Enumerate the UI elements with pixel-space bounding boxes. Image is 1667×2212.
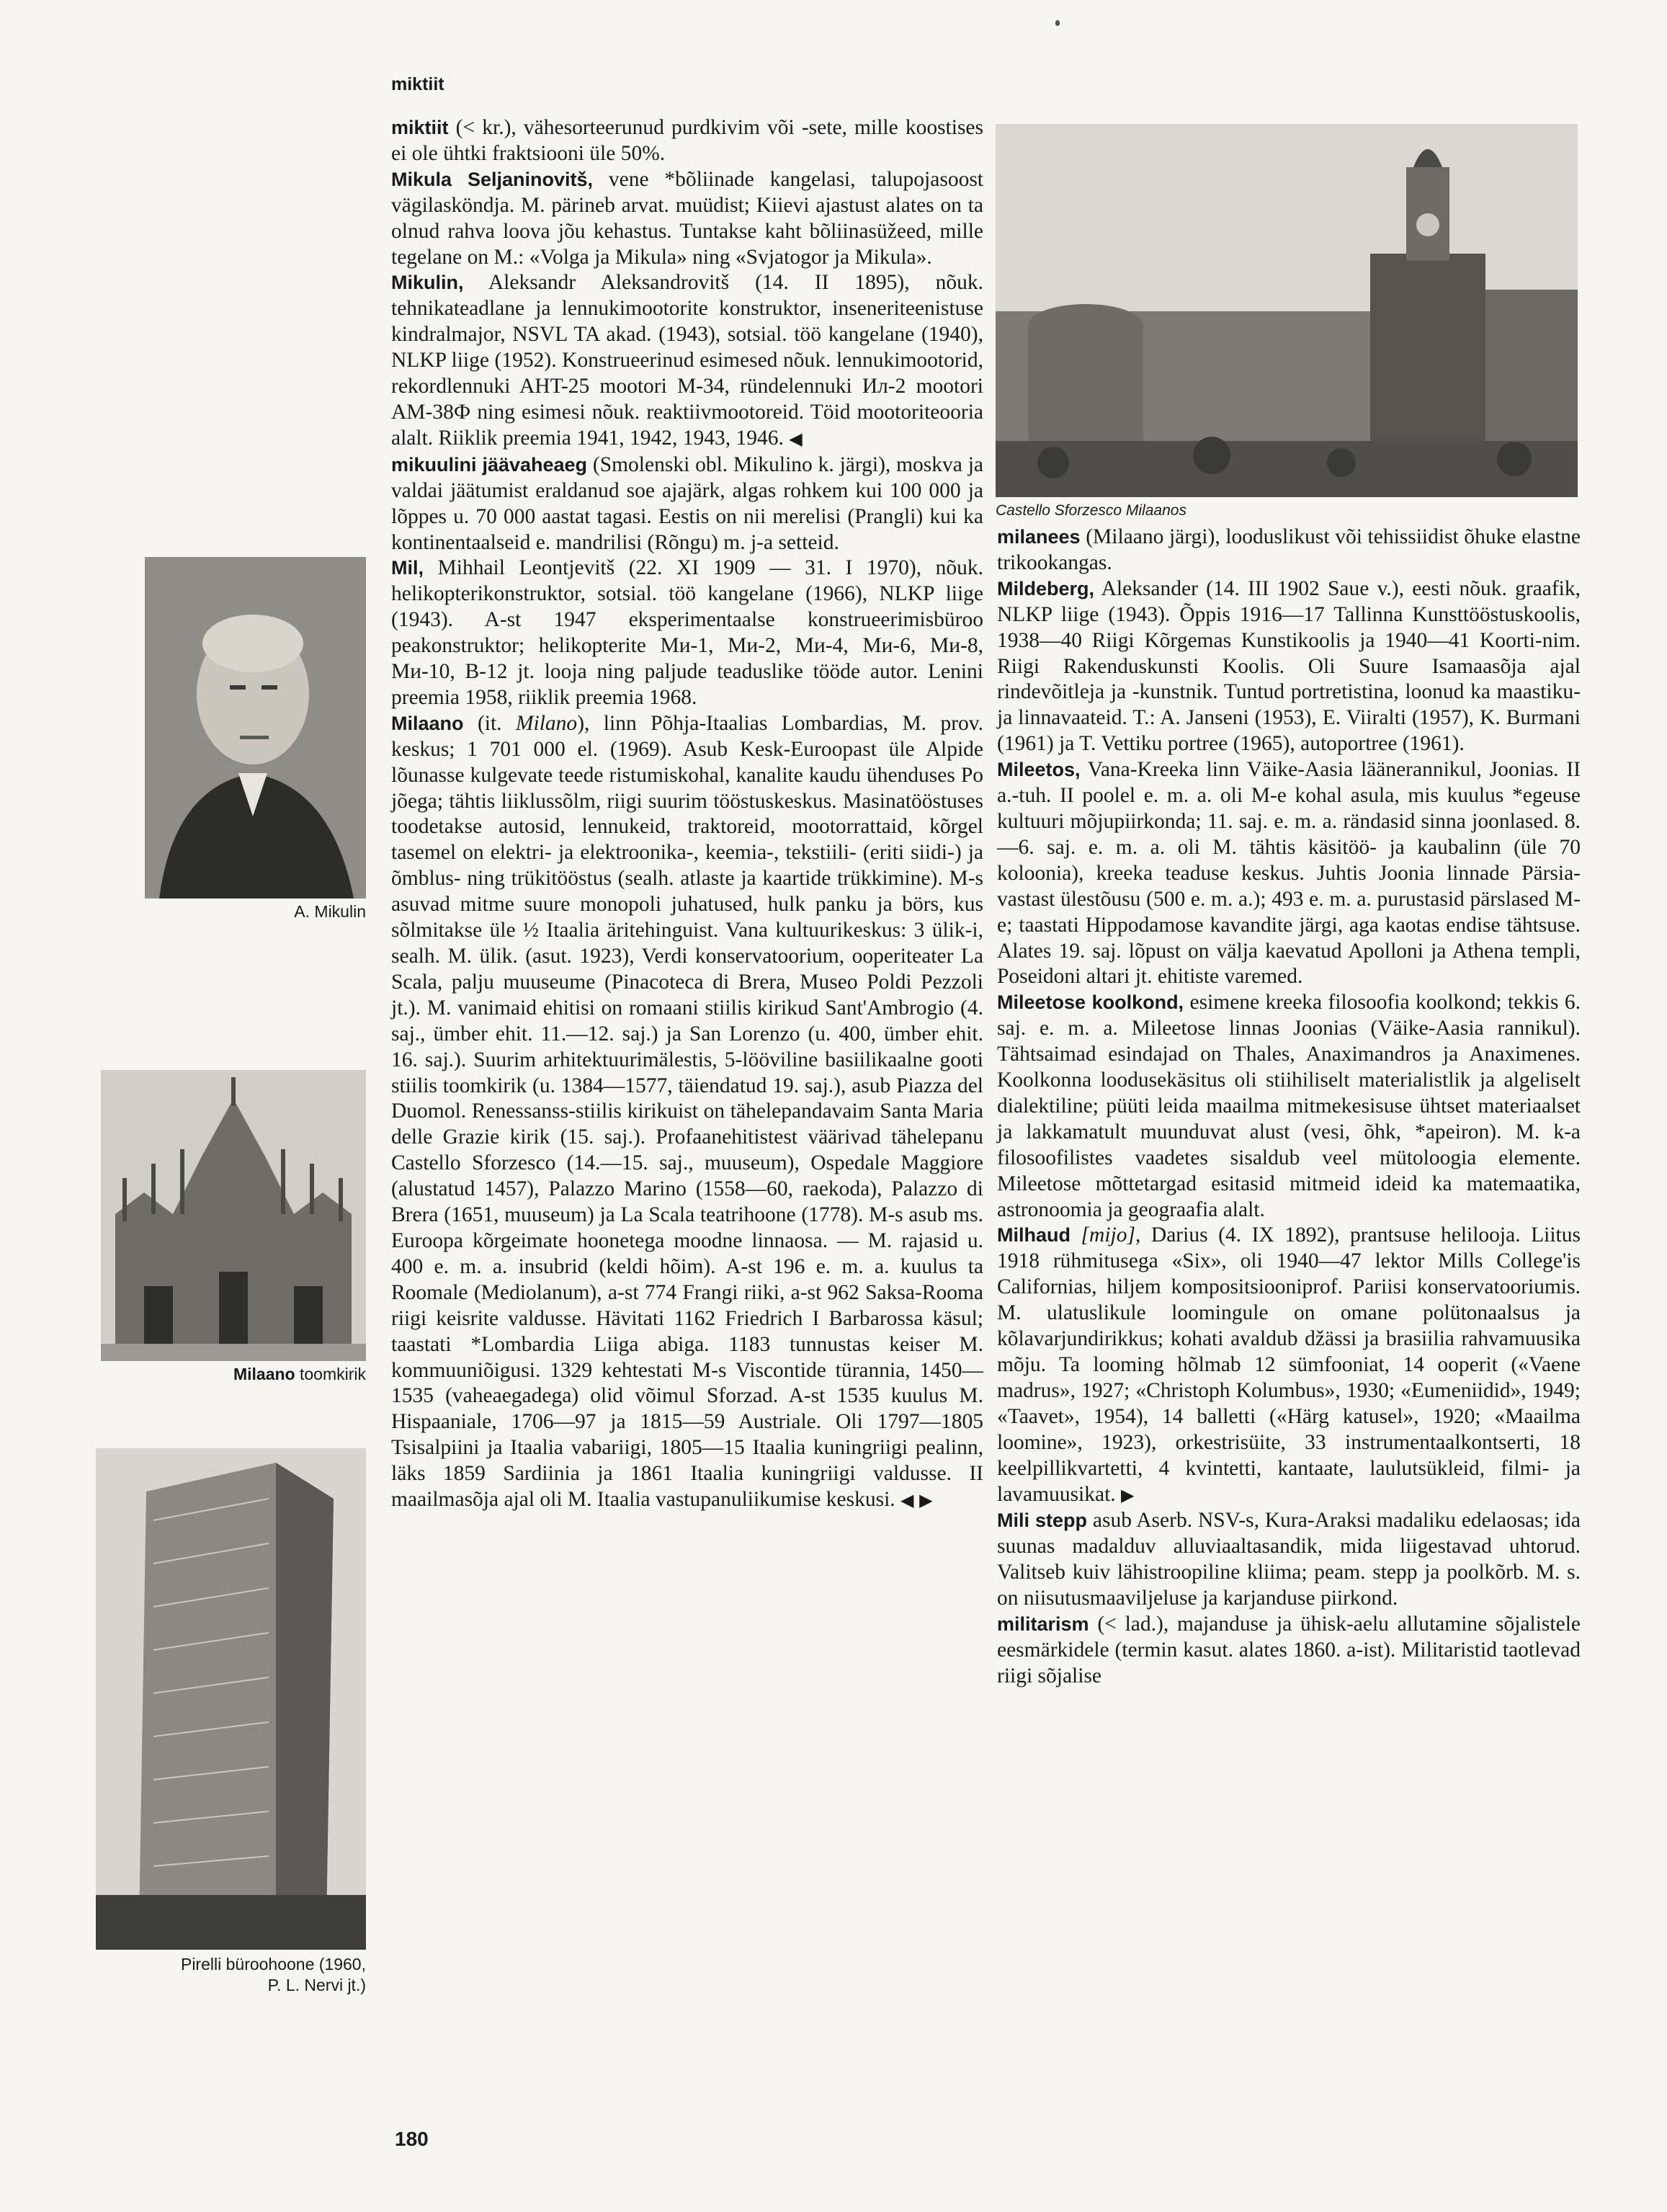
entry-mileetos xyxy=(997,757,1581,990)
caption-bold: Milaano xyxy=(233,1365,295,1383)
caption-line-1: Pirelli büroohoone (1960, xyxy=(180,1955,366,1974)
entry-militarism xyxy=(997,1612,1581,1690)
mikulin-caption: A. Mikulin xyxy=(294,902,366,921)
entry-text: esimene kreeka filosoofia koolkond; tekkis 6. saj. e. m. a. Mileetose linnas Joonias (Väike-Aasia rannikul). Tähtsaimad esindajad on Thales, Anaximandros ja Anaximenes. Koolkonna loodusekäsitus oli stiihiliselt materialistlik ja algeliselt dialektiline; püüti leida maailma mitmekesisuse ühtset materiaalset ja lakkamatult muunduvat alust (vesi, õhk, *apeiron). M. k-a filosoofilistes vaadetes sisaldub veel mütoloogia elemente. Mileetose mõttetargad esitasid mitmeid ideid ka matemaatika, astronoomia ja geograafia alalt. xyxy=(997,991,1581,1221)
skyscraper-image xyxy=(96,1448,366,1950)
column-right xyxy=(997,525,1581,1690)
mikulin-portrait-photo xyxy=(145,557,366,898)
headword: Mili stepp xyxy=(997,1509,1088,1532)
entry-mil xyxy=(391,556,983,710)
pirelli-photo xyxy=(96,1448,366,1950)
entry-text: , Darius (4. IX 1892), prantsuse helilooja. Liitus 1918 rühmitusega «Six», oli 1940—47 lektor Mills College'is Californias, hiljem kompositsiooniprof. Pariisi konservatooriumis. M. ulatuslikule loomingule on omane polütonaalsus ja kõlavarjundirikkus; kohati avaldub džässi ja brasiilia rahvamuusika mõju. Ta looming hõlmab 12 sümfooniat, 14 ooperit («Vaene madrus», 1927; «Christoph Kolumbus», 1930; «Eumeniidid», 1949; «Taavet», 1954), 14 balletti («Härg katusel», 1920; «Maailma loomine», 1923), orkestrisüite, 33 instrumentaalkontserti, 18 keelpillikvartetti, 4 kvintetti, kantaate, laulutsükleid, filmi- ja lavamuusikat. xyxy=(997,1223,1581,1506)
entry-italic: Milano xyxy=(515,711,578,735)
entry-miktiit xyxy=(391,115,983,167)
entry-milhaud xyxy=(997,1223,1581,1508)
see-also-arrow[interactable]: ◀ xyxy=(789,428,803,449)
headword: Milaano xyxy=(391,712,464,734)
entry-text: (< lad.), majanduse ja ühisk-aelu allutamine sõjalistele eesmärkidele (termin kasut. alates 1860. a-ist). Militaristid taotlevad riigi sõjalise xyxy=(997,1613,1581,1687)
entry-mileetose-koolkond xyxy=(997,990,1581,1223)
entry-text: (Milaano järgi), looduslikust või tehissiidist õhuke elastne trikookangas. xyxy=(997,525,1581,574)
pirelli-caption xyxy=(96,1954,366,1996)
entry-text: (it. xyxy=(463,711,516,735)
headword: Mikulin, xyxy=(391,272,464,294)
castello-caption: Castello Sforzesco Milaanos xyxy=(996,502,1186,519)
entry-text: asub Aserb. NSV-s, Kura-Araksi madaliku edelaosas; ida suunas madalduv alluviaaltasandik, mida liigestavad uhtorud. Valitseb kuiv lähistroopiline kliima; peam. stepp ja poolkõrb. M. s. on niisutusmaaviljeluse ja karjanduse piirkond. xyxy=(997,1509,1581,1610)
castello-photo xyxy=(996,124,1578,497)
entry-mili-stepp xyxy=(997,1508,1581,1612)
entry-mikulin xyxy=(391,270,983,452)
entry-text: (Smolenski obl. Mikulino k. järgi), moskva ja valdai jäätumist eraldanud soe ajajärk, algas rohkem kui 100 000 ja lõppes u. 70 000 aastat tagasi. Eestis on nii merelisi (Prangli) kui ka kontinentaalseid e. mandrilisi (Rõngu) m. j-a setteid. xyxy=(391,452,983,554)
entry-text: (< kr.), vähesorteerunud purdkivim või -sete, mille koostises ei ole ühtki fraktsiooni üle 50%. xyxy=(391,116,983,165)
duomo-photo xyxy=(101,1070,366,1361)
see-also-arrow[interactable]: ▶ xyxy=(1121,1484,1135,1505)
headword: miktiit xyxy=(391,117,449,138)
headword: militarism xyxy=(997,1613,1089,1636)
headword: Milhaud xyxy=(997,1224,1071,1247)
entry-text: Mihhail Leontjevitš (22. XI 1909 — 31. I 1970), nõuk. helikopterikonstruktor, sotsial. töö kangelane (1966), NLKP liige (1943). A-st 1947 eksperimentaalse konstrueerimisbüroo peakonstruktor; helikopterite Ми-1, Ми-2, Ми-4, Ми-6, Ми-8, Ми-10, B-12 jt. looja ning paljude teaduslike tööde autor. Lenini preemia 1958, riiklik preemia 1968. xyxy=(391,556,983,709)
running-head: miktiit xyxy=(391,74,444,94)
column-left xyxy=(391,115,983,1514)
entry-text: Aleksandr Aleksandrovitš (14. II 1895), nõuk. tehnikateadlane ja lennukimootorite konstruktor, inseneriteenistuse kindralmajor, NSVL TA akad. (1943), sotsial. töö kangelane (1940), NLKP liige (1952). Konstrueerinud esimesed nõuk. lennukimootorid, rekordlennuki AHT-25 mootori M-34, ründelennuki Ил-2 mootori AM-38Ф ning esimesi nõuk. reaktiivmootoreid. Töid mootoriteooria alalt. Riiklik preemia 1941, 1942, 1943, 1946. xyxy=(391,271,983,450)
entry-text: vene *bõliinade kangelasi, talupojasoost vägilasköndja. M. pärineb arvat. muüdist; Kiievi ajastust alates on ta olnud rahva loova jõu kehastus. Tuntakse kaht bõliinasüžeed, mille tegelane on M.: «Volga ja Mikula» ning «Svjatogor ja Mikula». xyxy=(391,167,984,269)
duomo-caption xyxy=(101,1364,366,1385)
entry-milaano xyxy=(391,711,983,1514)
print-speck xyxy=(1055,20,1060,26)
headword: milanees xyxy=(997,526,1081,548)
headword: Mileetos, xyxy=(997,759,1081,781)
pronunciation: [mijo] xyxy=(1071,1223,1135,1247)
entry-mildeberg xyxy=(997,576,1581,757)
headword: Mil, xyxy=(391,557,424,579)
portrait-image xyxy=(145,557,366,898)
caption-line-2: P. L. Nervi jt.) xyxy=(267,1976,366,1994)
cathedral-image xyxy=(101,1070,366,1361)
entry-mikula xyxy=(391,167,983,271)
caption-rest: toomkirik xyxy=(295,1365,366,1383)
entry-mikuulini xyxy=(391,452,983,556)
headword: Mikula Seljaninovitš, xyxy=(391,168,594,190)
see-also-arrows[interactable]: ◀ ▶ xyxy=(900,1490,933,1511)
headword: mikuulini jäävaheaeg xyxy=(391,453,588,476)
entry-text: Aleksander (14. III 1902 Saue v.), eesti nõuk. graafik, NLKP liige (1943). Õppis 1916—17 Tallinna Kunsttööstuskoolis, 1938—40 Riigi Kõrgemas Kunstikoolis ja 1940—41 Koorti-nim. Riigi Rakenduskunsti Koolis. Oli Suure Isamaasõja ajal rindevõitleja ja -kunstnik. Tuntud portretistina, loonud ka maastiku- ja linnavaateid. T.: A. Janseni (1953), E. Viiralti (1957), K. Burmani (1961) ja T. Vettiku portree (1965), autoportree (1961). xyxy=(997,576,1581,756)
page-number: 180 xyxy=(395,2128,429,2150)
headword: Mildeberg, xyxy=(997,577,1095,599)
entry-milanees xyxy=(997,525,1581,576)
castle-image xyxy=(996,124,1578,497)
entry-text: Vana-Kreeka linn Väike-Aasia läänerannikul, Joonias. II a.-tuh. II poolel e. m. a. oli M-e kohal asula, mis kuulus *egeuse kultuuri mõjupiirkonda; 11. saj. e. m. a. rändasid sinna joonlased. 8.—6. saj. e. m. a. oli M. tähtis käsitöö- ja kaubalinn (üle 70 kolooniа), kreeka teaduse keskus. Juhtis Joonia linnade Pärsia-vastast ülestõusu (500 e. m. a.); 493 e. m. a. purustasid pärslased M-e; taastati Hippodamose kavandite järgi, aga kaotas endise tähtsuse. Alates 19. saj. lõpust on välja kaevatud Apolloni ja Athena templi, Poseidoni altari jt. ehitiste varemed. xyxy=(997,758,1581,989)
headword: Mileetose koolkond, xyxy=(997,991,1184,1014)
entry-text: ), linn Põhja-Itaalias Lombardias, M. prov. keskus; 1 701 000 el. (1969). Asub Kesk-Euroopast üle Alpide lõunasse kulgevate teede ristumiskohal, kanalite kaudu ühenduses Po jõega; tähtis liiklussõlm, riigi suurim tööstuskeskus. Masinatööstuses toodetakse autosid, lennukeid, traktoreid, mootorrattaid, kõrgel tasemel on elektri- ja elektroonika-, keemia-, tekstiili- (eriti siidi-) ja õmblus- ning trükitööstus (sealh. atlaste ja kaartide trükkimine). M-s asuvad mitme suure monopoli juhatused, hulk panku ja börs, kus sõlmitakse üle ½ Itaalia äritehinguist. Vana kultuurikeskus: 3 ülik-i, sealh. M. ülik. (asut. 1923), Verdi konservatoorium, ooperiteater La Scala, palju muuseume (Pinacoteca di Brera, Museo Poldi Pezzoli jt.). M. vanimaid ehitisi on romaani stiilis kirikud Sant'Ambrogio (4. saj., ümber ehit. 11.—12. saj.) ja San Lorenzo (u. 400, ümber ehit. 16. saj.). Suurim arhitektuurimälestis, 5-lööviline basiilikaalne gooti stiilis toomkirik (u. 1384—1577, täiendatud 19. saj.), asub Piazza del Duomol. Renessanss-stiilis kirikuist on tähelepandavaim Santa Maria delle Grazie kirik (15. saj.). Profaanehitistest väärivad tähelepanu Castello Sforzesco (14.—15. saj., muuseum), Ospedale Maggiore (alustatud 1457), Palazzo Marino (1558—60, raekoda), Palazzo di Brera (1651, muuseum) ja La Scala teatrihoone (1778). M-s asub ms. Euroopa kõrgeimate hoonetega moodne linnaosa. — M. rajasid u. 400 e. m. a. insubrid (keldi hõim). A-st 196 e. m. a. kuulus ta Roomale (Mediolanum), a-st 774 Frangi riiki, a-st 962 Saksa-Rooma riigi keisrite valdusse. Hävitati 1162 Friedrich I Barbarossa käsul; taastati *Lombardia Liiga abiga. 1183 tunnustas keiser M. kommuuniõigusi. 1329 kehtestati M-s Viscontide türannia, 1450—1535 (vaheaegadega) olid võimul Sforzad. A-st 1535 kuulus M. Hispaaniale, 1706—97 ja 1815—59 Austriale. Oli 1797—1805 Tsisalpiini ja Itaalia vabariigi, 1805—15 Itaalia kuningriigi pealinn, läks 1859 Sardiinia ja 1861 Itaalia kuningriigi valdusse. II maailmasõja ajal oli M. Itaalia vastupanuliikumise keskusi. xyxy=(391,711,984,1512)
